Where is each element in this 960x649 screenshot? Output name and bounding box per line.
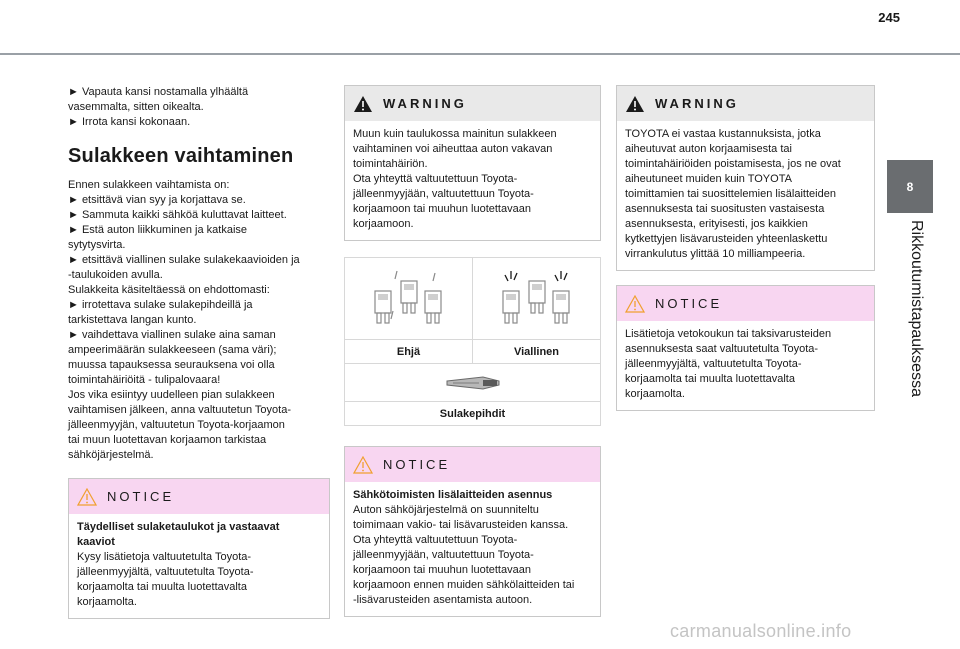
notice-content — [69, 514, 329, 618]
text-line: virrankulutus ylittää 10 milliampeeria. — [625, 248, 806, 260]
notice-header — [617, 286, 874, 321]
text-line: ► vaihdettava viallinen sulake aina saman — [68, 329, 276, 341]
text-line: -lisävarusteiden asentamista autoon. — [353, 594, 533, 606]
column-right — [616, 85, 875, 411]
chapter-tab[interactable] — [887, 160, 933, 213]
warning-content — [345, 121, 600, 240]
warning-box — [616, 85, 875, 271]
column-left — [68, 85, 330, 619]
text-line: toimintahäiriöitä - tulipalovaara! — [68, 374, 221, 386]
text-line: kytkettyjen lisävarusteiden yhteenlaskettu — [625, 233, 828, 245]
text-line: jälleenmyyjältä, valtuutetulta Toyota- — [625, 358, 802, 370]
notice-box — [68, 478, 330, 619]
text-line: ► irrotettava sulake sulakepihdeillä ja — [68, 299, 253, 311]
warning-icon — [353, 95, 373, 113]
fuse-intact-icon — [369, 267, 449, 331]
warning-icon — [625, 95, 645, 113]
text-line: asennuksesta saat valtuutetulta Toyota- — [625, 343, 819, 355]
notice-title: Sähkötoimisten lisälaitteiden asennus — [353, 489, 553, 501]
notice-content — [617, 321, 874, 410]
text-line: Ennen sulakkeen vaihtamista on: — [68, 179, 230, 191]
text-line: ► etsittävä vian syy ja korjattava se. — [68, 194, 246, 206]
warning-content — [617, 121, 874, 270]
text-line: ► Vapauta kansi nostamalla ylhäältä — [68, 86, 249, 98]
column-middle — [344, 85, 601, 617]
text-line: tai muun luotettavan korjaamon tarkistaa — [68, 434, 267, 446]
text-line: jälleenmyyjään, valtuutettuun Toyota- — [353, 549, 534, 561]
text-line: korjaamoon tai muuhun luotettavaan — [353, 203, 531, 215]
header-rule — [0, 53, 960, 55]
warning-label: WARNING — [383, 96, 467, 111]
warning-header — [617, 86, 874, 121]
page-number: 245 — [878, 10, 900, 25]
text-line: aiheutuneet muiden kuin TOYOTA — [625, 173, 792, 185]
warning-box — [344, 85, 601, 241]
section-heading: Sulakkeen vaihtaminen — [68, 145, 294, 167]
text-line: vaihtaminen voi aiheuttaa auton vakavan — [353, 143, 553, 155]
text-line: Muun kuin taulukossa mainitun sulakkeen — [353, 128, 557, 140]
notice-label: NOTICE — [383, 457, 451, 472]
notice-label: NOTICE — [655, 296, 723, 311]
notice-box — [616, 285, 875, 411]
text-line: Jos vika esiintyy uudelleen pian sulakkeen — [68, 389, 275, 401]
notice-label: NOTICE — [107, 489, 175, 504]
text-line: ► Estä auton liikkuminen ja katkaise — [68, 224, 248, 236]
text-line: korjaamoon tai muuhun luotettavaan — [353, 564, 531, 576]
text-line: korjaamoon. — [353, 218, 414, 230]
notice-content — [345, 482, 600, 616]
notice-title: kaaviot — [77, 536, 115, 548]
text-line: asennuksesta, erityisesti, jos kaikkien — [625, 218, 808, 230]
text-line: vasemmalta, sitten oikealta. — [68, 101, 204, 113]
fuse-blown-icon — [497, 267, 577, 331]
text-line: tarkistettava langan kunto. — [68, 314, 197, 326]
text-line: Ota yhteyttä valtuutettuun Toyota- — [353, 534, 518, 546]
text-line: muussa tapauksessa seurauksena voi olla — [68, 359, 275, 371]
text-line: toimimaan vakio- tai lisävarusteiden kanssa. — [353, 519, 569, 531]
warning-label: WARNING — [655, 96, 739, 111]
fuse-puller-illustration — [345, 363, 600, 401]
fuse-puller-icon — [443, 373, 503, 393]
text-line: toimittamien tai suosittelemien lisälaitteiden — [625, 188, 836, 200]
chapter-title: Rikkoutumistapauksessa — [908, 220, 925, 397]
text-line: sähköjärjestelmä. — [68, 449, 154, 461]
text-line: vaihtamisen jälkeen, anna valtuutetun Toyota- — [68, 404, 291, 416]
text-line: Ota yhteyttä valtuutettuun Toyota- — [353, 173, 518, 185]
text-line: korjaamoon ennen muiden sähkölaitteiden tai — [353, 579, 575, 591]
warning-header — [345, 86, 600, 121]
fuse-blown-illustration — [472, 258, 600, 339]
text-line: TOYOTA ei vastaa kustannuksista, jotka — [625, 128, 821, 140]
caution-icon — [353, 456, 373, 474]
text-line: toimintahäiriön. — [353, 158, 428, 170]
text-line: jälleenmyyjältä, valtuutetulta Toyota- — [77, 566, 254, 578]
fuse-intact-illustration — [345, 258, 472, 339]
text-line: Auton sähköjärjestelmä on suunniteltu — [353, 504, 539, 516]
text-line: ► Sammuta kaikki sähköä kuluttavat laitteet. — [68, 209, 287, 221]
intro-text — [68, 85, 330, 130]
text-line: ► Irrota kansi kokonaan. — [68, 116, 191, 128]
chapter-number: 8 — [906, 179, 914, 194]
watermark: carmanualsonline.info — [670, 621, 852, 641]
text-line: jälleenmyyjän, valtuutetun Toyota-korjaamon — [68, 419, 285, 431]
notice-header — [345, 447, 600, 482]
caution-icon — [625, 295, 645, 313]
text-line: Lisätietoja vetokoukun tai taksivarusteiden — [625, 328, 832, 340]
text-line: sytytysvirta. — [68, 239, 126, 251]
fuse-puller-label: Sulakepihdit — [345, 401, 600, 425]
text-line: Sulakkeita käsiteltäessä on ehdottomasti: — [68, 284, 270, 296]
text-line: ampeerimäärän sulakkeeseen (sama väri); — [68, 344, 277, 356]
caution-icon — [77, 488, 97, 506]
body-text — [68, 178, 330, 463]
notice-header — [69, 479, 329, 514]
notice-title: Täydelliset sulaketaulukot ja vastaavat — [77, 521, 280, 533]
text-line: Kysy lisätietoja valtuutetulta Toyota- — [77, 551, 252, 563]
fuse-intact-label: Ehjä — [396, 346, 421, 358]
text-line: korjaamolta tai muulta luotettavalta — [625, 373, 795, 385]
text-line: toimintahäiriöiden poistamisesta, jos ne ovat — [625, 158, 841, 170]
text-line: aiheutuvat auton korjaamisesta tai — [625, 143, 792, 155]
notice-box — [344, 446, 601, 617]
text-line: asennuksesta tai suositusten vastaisesta — [625, 203, 825, 215]
text-line: korjaamolta. — [77, 596, 137, 608]
text-line: korjaamolta tai muulta luotettavalta — [77, 581, 247, 593]
text-line: -taulukoiden avulla. — [68, 269, 163, 281]
text-line: ► etsittävä viallinen sulake sulakekaavioiden ja — [68, 254, 300, 266]
fuse-figure — [344, 257, 601, 426]
text-line: korjaamolta. — [625, 388, 685, 400]
fuse-blown-label: Viallinen — [472, 340, 600, 363]
text-line: jälleenmyyjään, valtuutettuun Toyota- — [353, 188, 534, 200]
